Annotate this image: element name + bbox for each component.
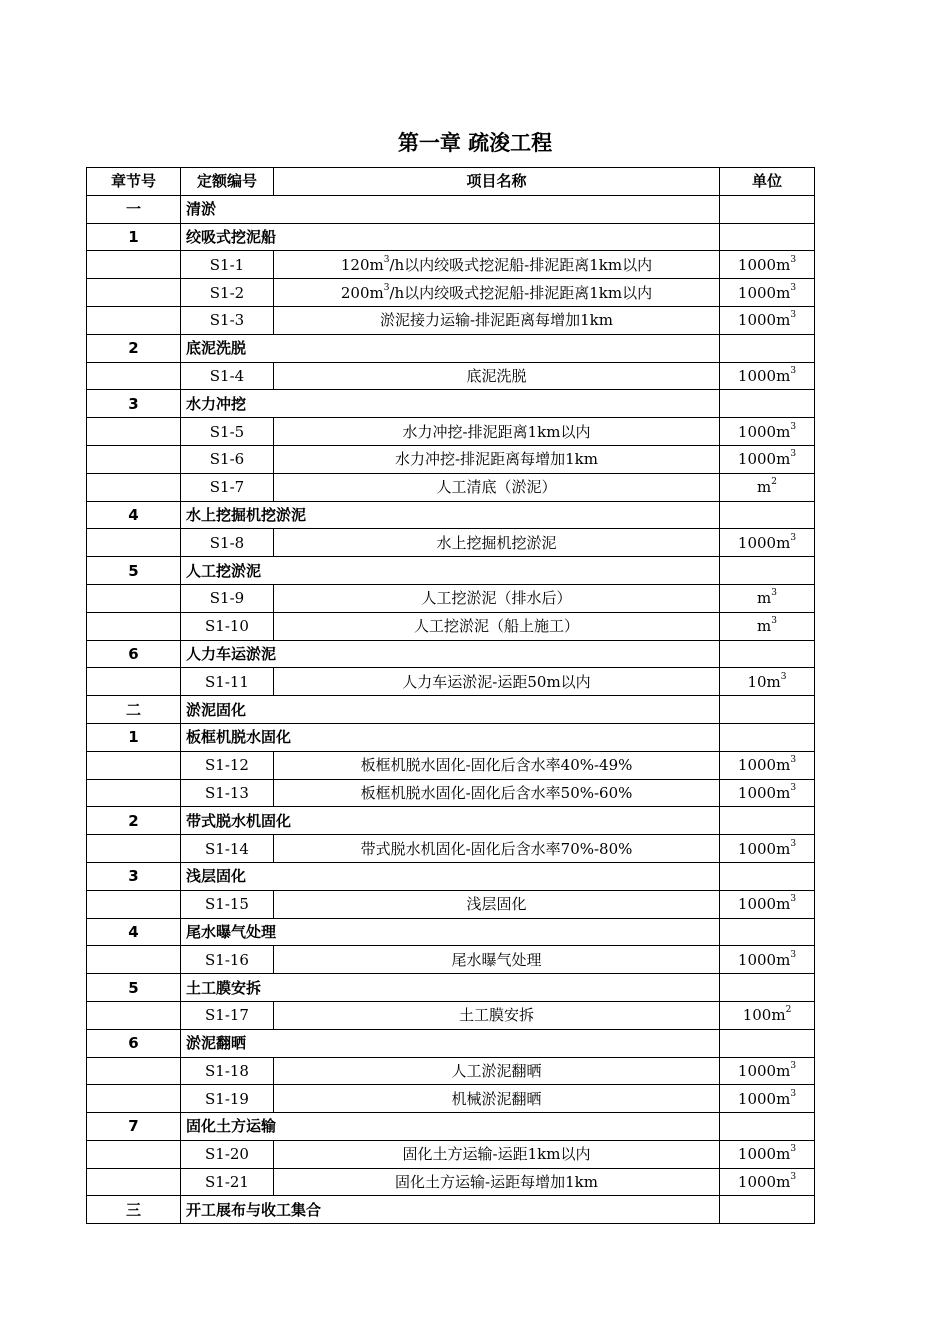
- item-unit: [720, 584, 815, 612]
- subsection-row: [87, 862, 815, 890]
- item-name: [274, 362, 720, 390]
- row-number-empty: [87, 529, 181, 557]
- subsection-row: [87, 501, 815, 529]
- row-number-empty: [87, 1001, 181, 1029]
- row-heading: 淤泥翻晒: [181, 1029, 720, 1057]
- unit-superscript: 3: [790, 532, 797, 543]
- quota-code: S1-12: [181, 751, 274, 779]
- item-name-text: 人工挖淤泥（船上施工）: [413, 617, 579, 636]
- unit-base: m: [757, 617, 772, 636]
- row-number: 5: [87, 557, 181, 585]
- item-row: [87, 445, 815, 473]
- row-heading: 开工展布与收工集合: [181, 1196, 720, 1224]
- item-name-text: 固化土方运输-运距每增加1km: [395, 1173, 598, 1192]
- item-unit: [720, 946, 815, 974]
- item-name-text: 机械淤泥翻晒: [451, 1089, 542, 1108]
- row-unit-empty: [720, 807, 815, 835]
- subsection-row: [87, 334, 815, 362]
- quota-code: S1-20: [181, 1140, 274, 1168]
- row-heading: 板框机脱水固化: [181, 723, 720, 751]
- item-name-suffix: /h以内绞吸式挖泥船-排泥距离1km以内: [389, 283, 653, 302]
- item-unit: [720, 1140, 815, 1168]
- row-number-empty: [87, 1140, 181, 1168]
- item-name-text: 120m: [340, 255, 384, 274]
- item-unit: [720, 612, 815, 640]
- item-row: [87, 1057, 815, 1085]
- row-number: 6: [87, 1029, 181, 1057]
- unit-base: 100m: [742, 1006, 786, 1025]
- unit-superscript: 2: [785, 1005, 792, 1016]
- item-unit: [720, 418, 815, 446]
- item-unit: [720, 362, 815, 390]
- item-name: [274, 445, 720, 473]
- quota-code: S1-2: [181, 279, 274, 307]
- row-number-empty: [87, 890, 181, 918]
- item-name-text: 尾水曝气处理: [451, 950, 542, 969]
- row-heading: 清淤: [181, 195, 720, 223]
- quota-code: S1-11: [181, 668, 274, 696]
- item-name-text: 板框机脱水固化-固化后含水率50%-60%: [360, 783, 633, 802]
- row-number-empty: [87, 1057, 181, 1085]
- row-unit-empty: [720, 1029, 815, 1057]
- row-number-empty: [87, 612, 181, 640]
- quota-code: S1-6: [181, 445, 274, 473]
- row-unit-empty: [720, 696, 815, 724]
- item-row: [87, 1168, 815, 1196]
- item-name-text: 水力冲挖-排泥距离每增加1km: [395, 450, 598, 469]
- item-name-text: 200m: [340, 283, 384, 302]
- subsection-row: [87, 557, 815, 585]
- item-unit: [720, 279, 815, 307]
- header-item-name: 项目名称: [274, 168, 720, 196]
- row-number-empty: [87, 1085, 181, 1113]
- item-unit: [720, 835, 815, 863]
- row-number-empty: [87, 946, 181, 974]
- unit-superscript: 3: [790, 1144, 797, 1155]
- item-name-text: 淤泥接力运输-排泥距离每增加1km: [380, 311, 613, 330]
- quota-code: S1-10: [181, 612, 274, 640]
- row-number-empty: [87, 835, 181, 863]
- unit-base: 1000m: [737, 255, 791, 274]
- quota-code: S1-4: [181, 362, 274, 390]
- item-row: [87, 1140, 815, 1168]
- item-row: [87, 668, 815, 696]
- quota-code: S1-8: [181, 529, 274, 557]
- subsection-row: [87, 807, 815, 835]
- row-number-empty: [87, 418, 181, 446]
- row-heading: 土工膜安拆: [181, 974, 720, 1002]
- row-number: 2: [87, 334, 181, 362]
- item-name-text: 人工淤泥翻晒: [451, 1061, 542, 1080]
- quota-code: S1-17: [181, 1001, 274, 1029]
- row-unit-empty: [720, 334, 815, 362]
- item-row: [87, 835, 815, 863]
- row-heading: 绞吸式挖泥船: [181, 223, 720, 251]
- item-name-text: 带式脱水机固化-固化后含水率70%-80%: [360, 839, 633, 858]
- header-unit: 单位: [720, 168, 815, 196]
- unit-superscript: 3: [790, 365, 797, 376]
- row-number-empty: [87, 473, 181, 501]
- item-unit: [720, 473, 815, 501]
- quota-code: S1-9: [181, 584, 274, 612]
- unit-base: 10m: [747, 672, 781, 691]
- unit-base: 1000m: [737, 839, 791, 858]
- item-row: [87, 1001, 815, 1029]
- row-number: 4: [87, 918, 181, 946]
- item-row: [87, 612, 815, 640]
- row-number: 三: [87, 1196, 181, 1224]
- unit-base: 1000m: [737, 422, 791, 441]
- item-name: [274, 279, 720, 307]
- item-unit: [720, 529, 815, 557]
- row-number-empty: [87, 668, 181, 696]
- unit-base: 1000m: [737, 1061, 791, 1080]
- item-row: [87, 584, 815, 612]
- item-name-text: 板框机脱水固化-固化后含水率40%-49%: [360, 756, 633, 775]
- subsection-row: [87, 918, 815, 946]
- item-unit: [720, 306, 815, 334]
- item-unit: [720, 890, 815, 918]
- item-name-suffix: /h以内绞吸式挖泥船-排泥距离1km以内: [389, 255, 653, 274]
- item-unit: [720, 251, 815, 279]
- header-quota-code: 定额编号: [181, 168, 274, 196]
- row-heading: 固化土方运输: [181, 1113, 720, 1141]
- item-name: [274, 1057, 720, 1085]
- item-name-superscript: 3: [383, 254, 390, 265]
- row-unit-empty: [720, 195, 815, 223]
- item-unit: [720, 1001, 815, 1029]
- item-row: [87, 251, 815, 279]
- item-name: [274, 751, 720, 779]
- quota-code: S1-14: [181, 835, 274, 863]
- quota-code: S1-19: [181, 1085, 274, 1113]
- item-name: [274, 890, 720, 918]
- item-name: [274, 668, 720, 696]
- row-number: 3: [87, 862, 181, 890]
- unit-superscript: 3: [790, 755, 797, 766]
- row-unit-empty: [720, 862, 815, 890]
- row-number: 1: [87, 723, 181, 751]
- item-name: [274, 779, 720, 807]
- item-name: [274, 1168, 720, 1196]
- item-row: [87, 779, 815, 807]
- unit-superscript: 3: [790, 894, 797, 905]
- subsection-row: [87, 640, 815, 668]
- row-number: 3: [87, 390, 181, 418]
- unit-base: 1000m: [737, 895, 791, 914]
- row-heading: 人工挖淤泥: [181, 557, 720, 585]
- row-unit-empty: [720, 501, 815, 529]
- item-name: [274, 1001, 720, 1029]
- item-row: [87, 890, 815, 918]
- unit-base: 1000m: [737, 311, 791, 330]
- unit-superscript: 3: [790, 449, 797, 460]
- unit-superscript: 3: [790, 782, 797, 793]
- row-number-empty: [87, 279, 181, 307]
- row-number: 6: [87, 640, 181, 668]
- unit-superscript: 3: [790, 282, 797, 293]
- subsection-row: [87, 1029, 815, 1057]
- unit-superscript: 2: [771, 477, 777, 488]
- row-heading: 淤泥固化: [181, 696, 720, 724]
- unit-base: 1000m: [737, 756, 791, 775]
- item-row: [87, 1085, 815, 1113]
- unit-superscript: 3: [790, 838, 797, 849]
- item-row: [87, 362, 815, 390]
- table-body: [87, 195, 815, 1223]
- unit-superscript: 3: [790, 254, 797, 265]
- item-name-text: 人工挖淤泥（排水后）: [421, 589, 572, 608]
- item-name-text: 人工清底（淤泥）: [436, 478, 557, 497]
- row-heading: 带式脱水机固化: [181, 807, 720, 835]
- quota-code: S1-1: [181, 251, 274, 279]
- unit-superscript: 3: [780, 671, 787, 682]
- section-row: [87, 696, 815, 724]
- row-number-empty: [87, 751, 181, 779]
- quota-code: S1-21: [181, 1168, 274, 1196]
- row-heading: 底泥洗脱: [181, 334, 720, 362]
- item-name-text: 浅层固化: [466, 895, 527, 914]
- row-number-empty: [87, 779, 181, 807]
- row-unit-empty: [720, 223, 815, 251]
- item-name: [274, 1140, 720, 1168]
- row-heading: 尾水曝气处理: [181, 918, 720, 946]
- row-number: 4: [87, 501, 181, 529]
- unit-superscript: 3: [790, 1172, 797, 1183]
- unit-superscript: 3: [771, 616, 777, 627]
- unit-superscript: 3: [790, 1088, 797, 1099]
- unit-base: 1000m: [737, 1173, 791, 1192]
- row-number-empty: [87, 584, 181, 612]
- item-name: [274, 251, 720, 279]
- item-unit: [720, 445, 815, 473]
- subsection-row: [87, 390, 815, 418]
- row-unit-empty: [720, 557, 815, 585]
- unit-base: 1000m: [737, 950, 791, 969]
- section-row: [87, 1196, 815, 1224]
- row-unit-empty: [720, 974, 815, 1002]
- unit-superscript: 3: [790, 1060, 797, 1071]
- quota-code: S1-5: [181, 418, 274, 446]
- row-heading: 人力车运淤泥: [181, 640, 720, 668]
- item-name: [274, 473, 720, 501]
- unit-base: 1000m: [737, 533, 791, 552]
- item-unit: [720, 1057, 815, 1085]
- item-row: [87, 279, 815, 307]
- item-row: [87, 751, 815, 779]
- unit-base: 1000m: [737, 783, 791, 802]
- section-row: [87, 195, 815, 223]
- row-number-empty: [87, 251, 181, 279]
- item-name: [274, 835, 720, 863]
- header-chapter-number: 章节号: [87, 168, 181, 196]
- row-number-empty: [87, 1168, 181, 1196]
- row-heading: 水上挖掘机挖淤泥: [181, 501, 720, 529]
- row-unit-empty: [720, 1113, 815, 1141]
- row-unit-empty: [720, 390, 815, 418]
- quota-code: S1-3: [181, 306, 274, 334]
- item-row: [87, 529, 815, 557]
- subsection-row: [87, 1113, 815, 1141]
- quota-code: S1-18: [181, 1057, 274, 1085]
- row-unit-empty: [720, 1196, 815, 1224]
- item-name-superscript: 3: [383, 282, 390, 293]
- unit-base: m: [757, 589, 772, 608]
- row-number: 2: [87, 807, 181, 835]
- quota-table: [86, 167, 815, 1224]
- item-name: [274, 306, 720, 334]
- item-unit: [720, 1085, 815, 1113]
- item-name: [274, 1085, 720, 1113]
- unit-superscript: 3: [790, 949, 797, 960]
- item-row: [87, 946, 815, 974]
- subsection-row: [87, 974, 815, 1002]
- item-unit: [720, 668, 815, 696]
- quota-code: S1-13: [181, 779, 274, 807]
- row-number-empty: [87, 362, 181, 390]
- unit-base: 1000m: [737, 366, 791, 385]
- unit-superscript: 3: [771, 588, 777, 599]
- row-number: 1: [87, 223, 181, 251]
- item-name-text: 土工膜安拆: [458, 1006, 534, 1025]
- item-unit: [720, 1168, 815, 1196]
- quota-code: S1-7: [181, 473, 274, 501]
- item-row: [87, 473, 815, 501]
- row-number: 7: [87, 1113, 181, 1141]
- page-title: 第一章 疏浚工程: [397, 131, 553, 155]
- item-name-text: 水上挖掘机挖淤泥: [436, 533, 557, 552]
- row-number-empty: [87, 445, 181, 473]
- quota-code: S1-15: [181, 890, 274, 918]
- item-unit: [720, 751, 815, 779]
- item-name: [274, 612, 720, 640]
- item-name: [274, 418, 720, 446]
- row-number: 二: [87, 696, 181, 724]
- subsection-row: [87, 723, 815, 751]
- unit-superscript: 3: [790, 310, 797, 321]
- unit-base: 1000m: [737, 283, 791, 302]
- item-row: [87, 418, 815, 446]
- item-name: [274, 946, 720, 974]
- row-unit-empty: [720, 723, 815, 751]
- row-number: 一: [87, 195, 181, 223]
- row-number-empty: [87, 306, 181, 334]
- item-name: [274, 584, 720, 612]
- unit-base: 1000m: [737, 450, 791, 469]
- unit-base: 1000m: [737, 1089, 791, 1108]
- row-number: 5: [87, 974, 181, 1002]
- item-name-text: 人力车运淤泥-运距50m以内: [402, 672, 591, 691]
- item-name-text: 固化土方运输-运距1km以内: [402, 1145, 591, 1164]
- row-heading: 水力冲挖: [181, 390, 720, 418]
- row-unit-empty: [720, 640, 815, 668]
- subsection-row: [87, 223, 815, 251]
- item-name-text: 底泥洗脱: [466, 366, 527, 385]
- unit-base: 1000m: [737, 1145, 791, 1164]
- table-header-row: [87, 168, 815, 196]
- item-name: [274, 529, 720, 557]
- unit-base: m: [757, 478, 772, 497]
- unit-superscript: 3: [790, 421, 797, 432]
- row-unit-empty: [720, 918, 815, 946]
- item-unit: [720, 779, 815, 807]
- row-heading: 浅层固化: [181, 862, 720, 890]
- item-name-text: 水力冲挖-排泥距离1km以内: [402, 422, 591, 441]
- item-row: [87, 306, 815, 334]
- quota-code: S1-16: [181, 946, 274, 974]
